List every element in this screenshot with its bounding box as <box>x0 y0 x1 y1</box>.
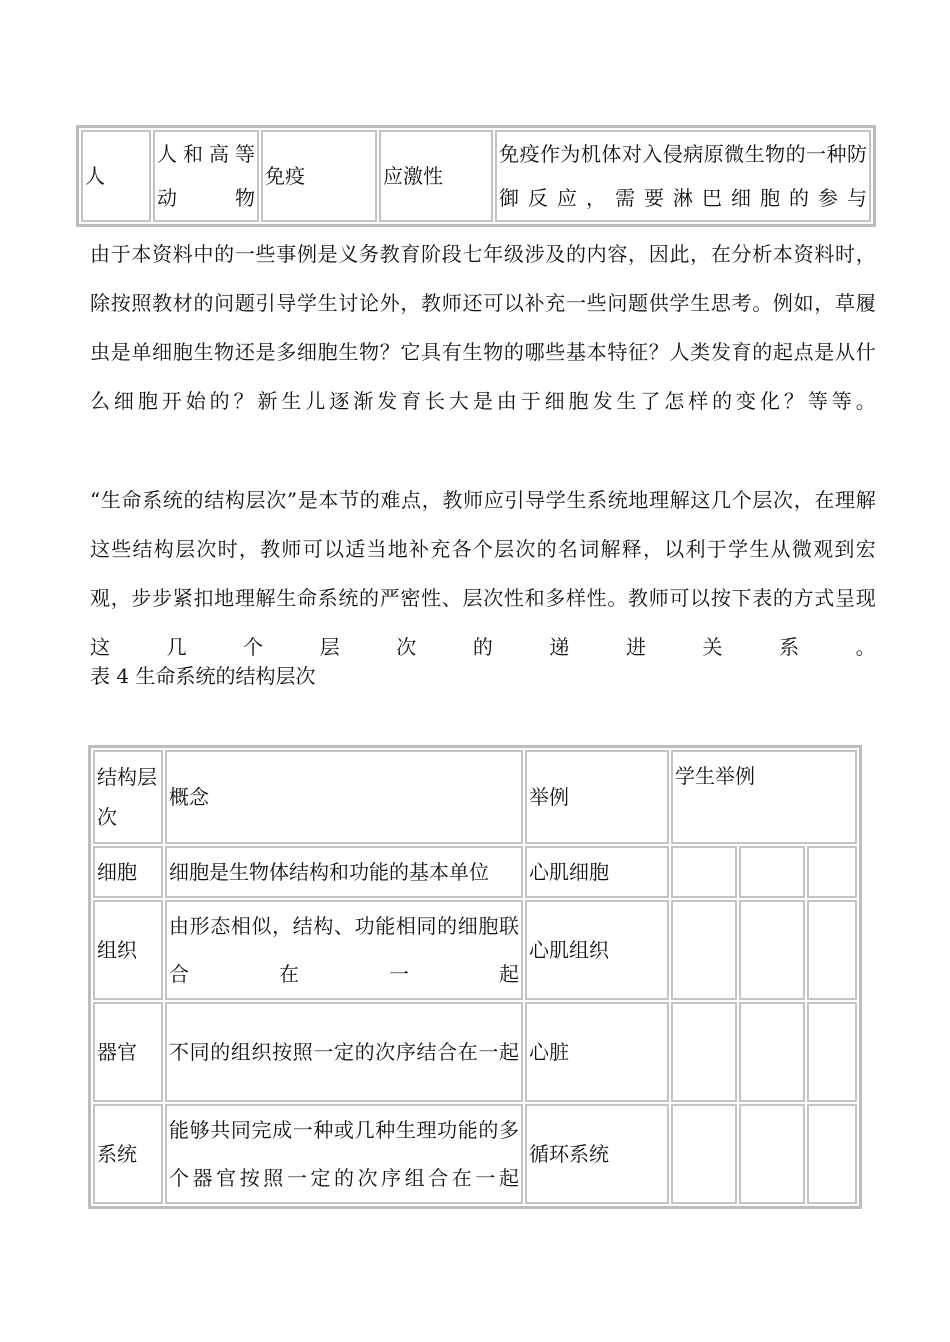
table-cell <box>165 900 523 1000</box>
table-cell-text: 由形态相似，结构、功能相同的细胞联合在一起 <box>169 914 519 986</box>
table-cell: 循环系统 <box>525 1104 669 1204</box>
student-example-cell[interactable] <box>807 1104 857 1204</box>
table-cell: 心脏 <box>525 1002 669 1102</box>
student-example-cell[interactable] <box>671 846 737 898</box>
table-header-row <box>93 750 857 844</box>
header-cell: 学生举例 <box>671 750 857 844</box>
table-cell <box>495 130 871 222</box>
header-cell: 概念 <box>165 750 523 844</box>
table-cell-text: 免疫作为机体对入侵病原微生物的一种防御反应，需要淋巴细胞的参与 <box>499 142 867 210</box>
table-cell-text: 能够共同完成一种或几种生理功能的多个器官按照一定的次序组合在一起 <box>169 1118 519 1190</box>
table-cell <box>165 1104 523 1204</box>
table-cell <box>153 130 259 222</box>
student-example-cell[interactable] <box>739 1104 805 1204</box>
table-cell-text: 不同的组织按照一定的次序结合在一起 <box>169 1040 519 1064</box>
table-cell: 心肌组织 <box>525 900 669 1000</box>
table-cell: 组织 <box>93 900 163 1000</box>
header-cell: 结构层次 <box>93 750 163 844</box>
table-cell: 免疫 <box>261 130 377 222</box>
student-example-cell[interactable] <box>807 1002 857 1102</box>
table-cell: 应激性 <box>379 130 493 222</box>
table-cell-text: 人和高等动物 <box>157 142 255 210</box>
table-row <box>93 846 857 898</box>
table-row <box>93 1104 857 1204</box>
table-cell: 心肌细胞 <box>525 846 669 898</box>
student-example-cell[interactable] <box>671 1104 737 1204</box>
table-cell: 细胞是生物体结构和功能的基本单位 <box>165 846 523 898</box>
structure-level-table <box>88 745 862 1209</box>
top-table <box>76 125 876 227</box>
table-cell: 细胞 <box>93 846 163 898</box>
paragraph: 由于本资料中的一些事例是义务教育阶段七年级涉及的内容，因此，在分析本资料时，除按照教材的问题引导学生讨论外，教师还可以补充一些问题供学生思考。例如，草履虫是单细胞生物还是多细胞生物？它具有生物的哪些基本特征？人类发育的起点是从什么细胞开始的？新生儿逐渐发育长大是由于细胞发生了怎样的变化？等等。 <box>90 242 876 413</box>
student-example-cell[interactable] <box>739 1002 805 1102</box>
table-cell <box>165 1002 523 1102</box>
student-example-cell[interactable] <box>671 900 737 1000</box>
header-cell: 举例 <box>525 750 669 844</box>
table-row <box>81 130 871 222</box>
table-cell: 系统 <box>93 1104 163 1204</box>
student-example-cell[interactable] <box>671 1002 737 1102</box>
table-caption: 表 4 生命系统的结构层次 <box>90 664 316 688</box>
table-row <box>93 900 857 1000</box>
table-cell: 器官 <box>93 1002 163 1102</box>
table-cell: 人 <box>81 130 151 222</box>
student-example-cell[interactable] <box>807 900 857 1000</box>
paragraph: “生命系统的结构层次”是本节的难点，教师应引导学生系统地理解这几个层次，在理解这些结构层次时，教师可以适当地补充各个层次的名词解释，以利于学生从微观到宏观，步步紧扣地理解生命系统的严密性、层次性和多样性。教师可以按下表的方式呈现这几个层次的递进关系。 <box>90 488 876 659</box>
student-example-cell[interactable] <box>739 900 805 1000</box>
student-example-cell[interactable] <box>807 846 857 898</box>
table-row <box>93 1002 857 1102</box>
student-example-cell[interactable] <box>739 846 805 898</box>
